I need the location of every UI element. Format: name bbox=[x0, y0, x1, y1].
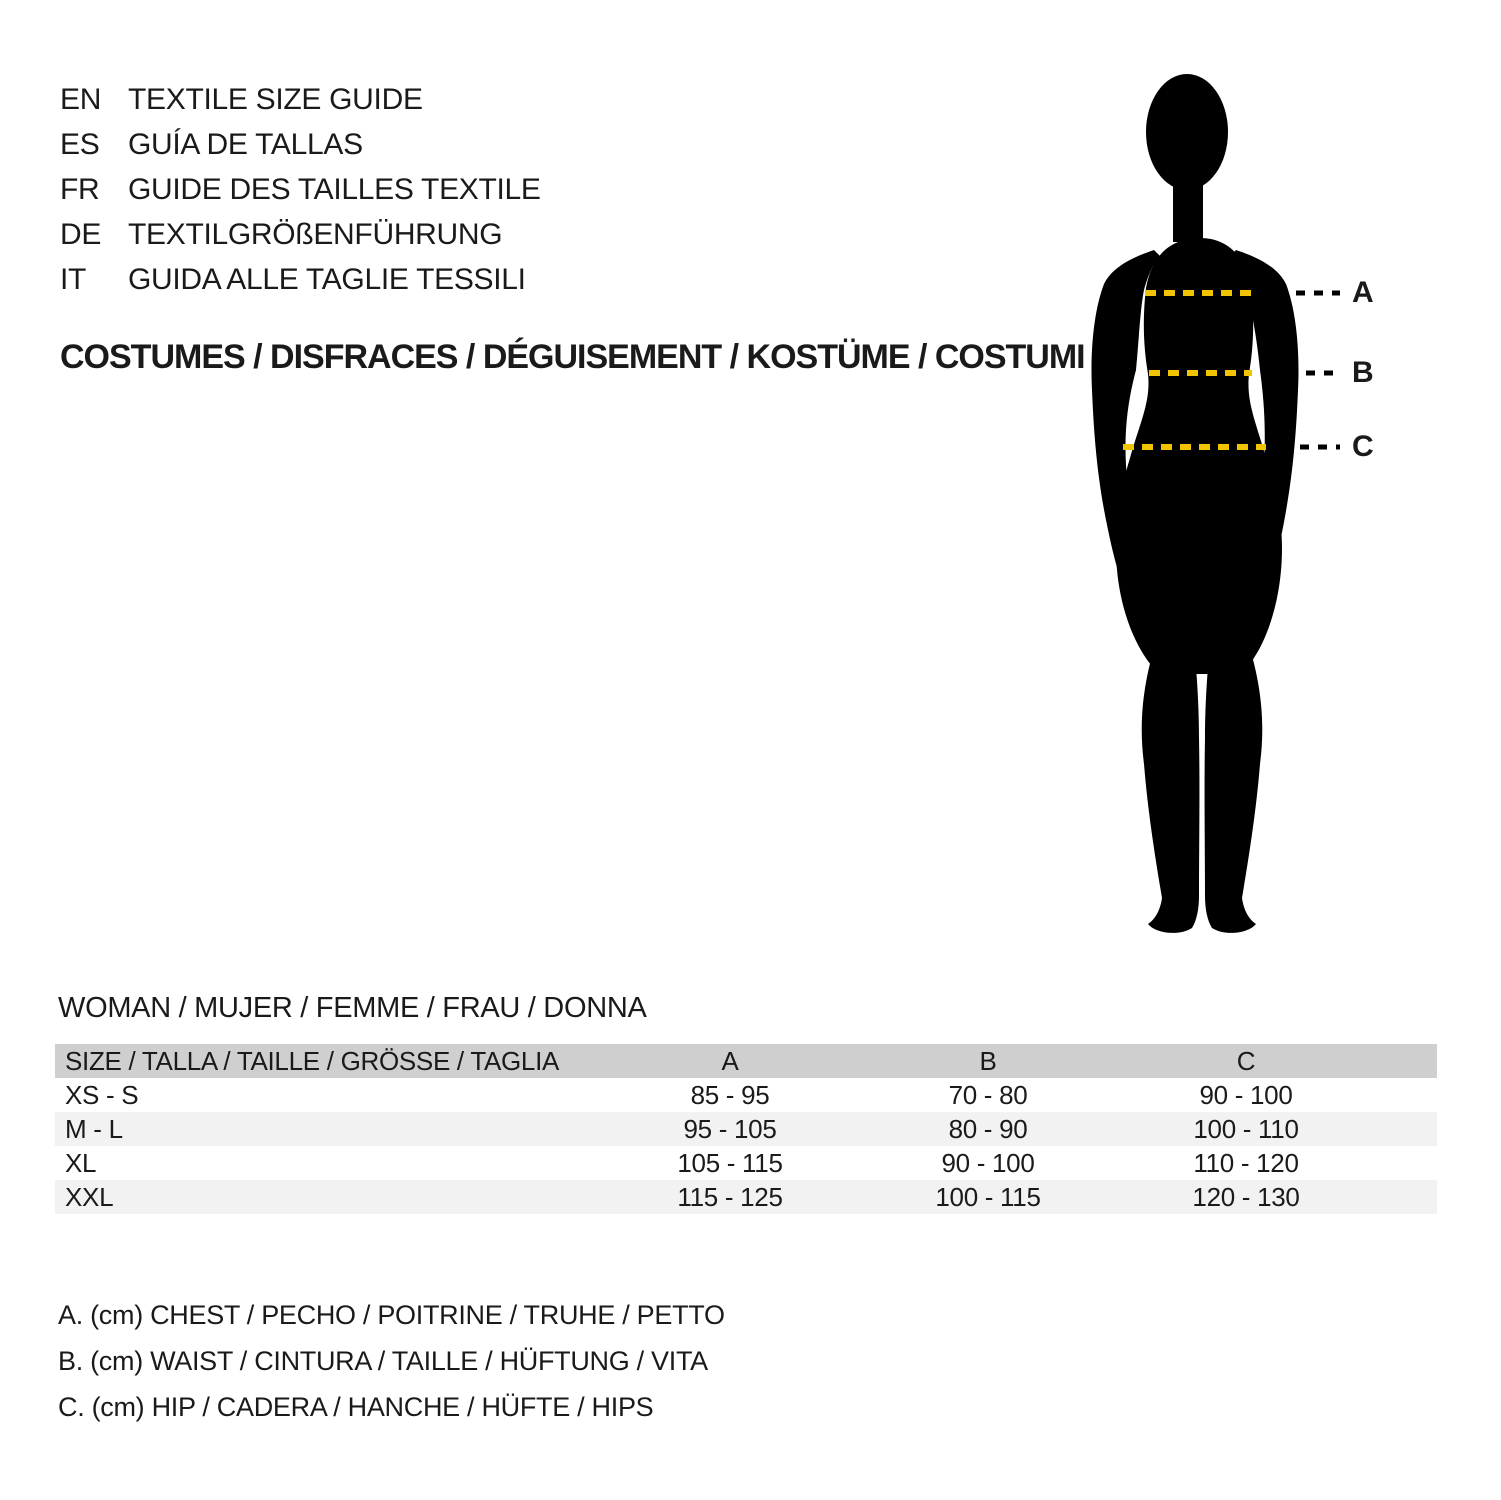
legend-line-waist: B. (cm) WAIST / CINTURA / TAILLE / HÜFTUNG / VITA bbox=[58, 1345, 708, 1376]
size-table bbox=[55, 1044, 1437, 1214]
language-row bbox=[60, 77, 541, 122]
marker-label-b: B bbox=[1352, 356, 1374, 389]
legend-line-hip: C. (cm) HIP / CADERA / HANCHE / HÜFTE / HIPS bbox=[58, 1391, 654, 1422]
language-title: GUIDA ALLE TAGLIE TESSILI bbox=[128, 262, 526, 296]
size-cell: XL bbox=[65, 1147, 97, 1178]
chest-cell: 95 - 105 bbox=[683, 1113, 777, 1144]
language-title: GUÍA DE TALLAS bbox=[128, 127, 363, 161]
language-code: EN bbox=[60, 82, 102, 116]
category-title: COSTUMES / DISFRACES / DÉGUISEMENT / KOSTÜME / COSTUMI bbox=[60, 338, 1085, 376]
table-section-title: WOMAN / MUJER / FEMME / FRAU / DONNA bbox=[58, 992, 647, 1024]
marker-label-c: C bbox=[1352, 430, 1374, 463]
size-cell: XS - S bbox=[65, 1079, 139, 1110]
language-code: DE bbox=[60, 217, 102, 251]
language-row bbox=[60, 167, 541, 212]
language-title: TEXTILGRÖßENFÜHRUNG bbox=[128, 217, 503, 251]
language-title: TEXTILE SIZE GUIDE bbox=[128, 82, 423, 116]
table-row bbox=[55, 1180, 1437, 1214]
marker-label-a: A bbox=[1352, 276, 1374, 309]
language-row bbox=[60, 122, 541, 167]
language-row bbox=[60, 257, 541, 302]
language-code: FR bbox=[60, 172, 100, 206]
language-code: IT bbox=[60, 262, 87, 296]
waist-cell: 80 - 90 bbox=[948, 1113, 1028, 1144]
size-cell: M - L bbox=[65, 1113, 123, 1144]
hip-cell: 90 - 100 bbox=[1199, 1079, 1293, 1110]
table-row bbox=[55, 1078, 1437, 1112]
table-row bbox=[55, 1112, 1437, 1146]
language-title: GUIDE DES TAILLES TEXTILE bbox=[128, 172, 541, 206]
column-header-b: B bbox=[979, 1045, 997, 1076]
woman-silhouette-icon bbox=[1092, 74, 1299, 933]
language-code: ES bbox=[60, 127, 100, 161]
legend-line-chest: A. (cm) CHEST / PECHO / POITRINE / TRUHE / PETTO bbox=[58, 1299, 725, 1330]
waist-cell: 100 - 115 bbox=[935, 1181, 1041, 1212]
chest-cell: 115 - 125 bbox=[677, 1181, 783, 1212]
size-column-header: SIZE / TALLA / TAILLE / GRÖSSE / TAGLIA bbox=[65, 1045, 560, 1076]
hip-cell: 100 - 110 bbox=[1193, 1113, 1299, 1144]
size-diagram bbox=[1056, 70, 1356, 940]
chest-cell: 85 - 95 bbox=[690, 1079, 770, 1110]
language-row bbox=[60, 212, 541, 257]
measurement-legend bbox=[58, 1292, 725, 1430]
size-cell: XXL bbox=[65, 1181, 114, 1212]
column-header-a: A bbox=[721, 1045, 739, 1076]
table-header-row bbox=[55, 1044, 1437, 1078]
column-header-c: C bbox=[1236, 1045, 1256, 1076]
chest-cell: 105 - 115 bbox=[677, 1147, 783, 1178]
language-list bbox=[60, 77, 541, 302]
table-row bbox=[55, 1146, 1437, 1180]
hip-cell: 120 - 130 bbox=[1192, 1181, 1300, 1212]
hip-cell: 110 - 120 bbox=[1193, 1147, 1299, 1178]
waist-cell: 70 - 80 bbox=[948, 1079, 1028, 1110]
waist-cell: 90 - 100 bbox=[941, 1147, 1035, 1178]
